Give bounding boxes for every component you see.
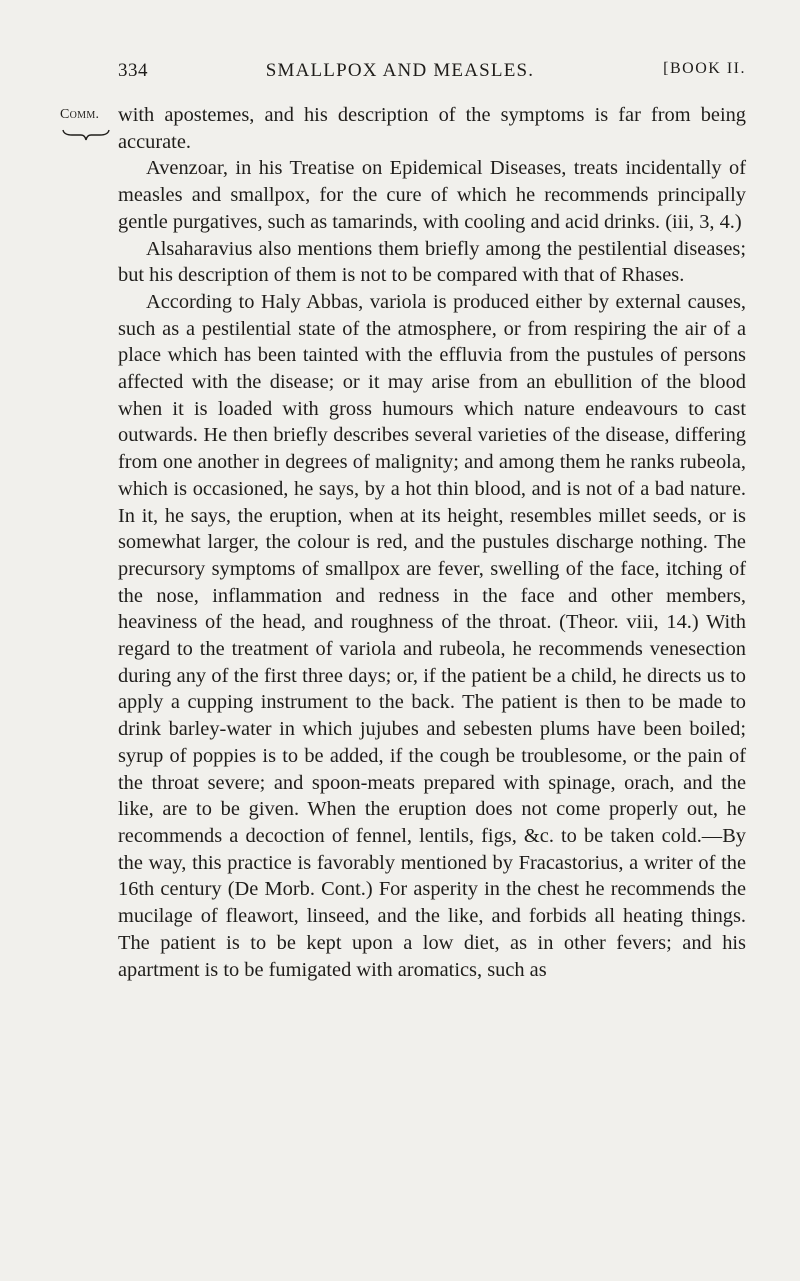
paragraph-continuation: with apostemes, and his description of the symptoms is far from being accurate. [118,104,746,153]
book-reference: [BOOK II. [663,60,746,77]
margin-note: Comm. [60,107,100,122]
paragraph-haly-abbas: According to Haly Abbas, variola is produced either by external causes, such as a pestilential state of the atmosphere, or from respiring the air of a place which has been tainted with the effluvia from the pustules of persons affected with the disease; or it may arise from an ebullition of the blood when it is loaded with gross humours which nature endeavours to cast outwards. He then briefly describes several varieties of the disease, differing from one another in degrees of malignity; and among them he ranks rubeola, which is occasioned, he says, by a hot thin blood, and is not of a bad nature. In it, he says, the eruption, when at its height, resembles millet seeds, or is somewhat larger, the colour is red, and the pustules discharge nothing. The precursory symptoms of smallpox are fever, swelling of the face, itching of the nose, inflammation and redness in the face and other members, heaviness of the head, and roughness of the throat. (Theor. viii, 14.) With regard to the treatment of variola and rubeola, he recommends venesection during any of the first three days; or, if the patient be a child, he directs us to apply a cupping instrument to the back. The patient is then to be made to drink barley-water in which jujubes and sebesten plums have been boiled; syrup of poppies is to be added, if the cough be troublesome, or the pain of the throat severe; and spoon-meats prepared with spinage, orach, and the like, are to be given. When the eruption does not come properly out, he recommends a decoction of fennel, lentils, figs, &c. to be taken cold.—By the way, this practice is favorably mentioned by Fracastorius, a writer of the 16th century (De Morb. Cont.) For asperity in the chest he recommends the mucilage of fleawort, linseed, and the like, and forbids all heating things. The patient is to be kept upon a low diet, as in other fevers; and his apartment is to be fumigated with aromatics, such as [118,290,746,981]
paragraph-avenzoar: Avenzoar, in his Treatise on Epidemical Diseases, treats incidentally of measles and smallpox, for the cure of which he recommends principally gentle purgatives, such as tamarinds, with cooling and acid drinks. (iii, 3, 4.) [118,157,746,233]
paragraph-alsaharavius: Alsaharavius also mentions them briefly among the pestilential diseases; but his description of them is not to be compared with that of Rhases. [118,237,746,287]
page-number: 334 [118,60,148,81]
margin-brace-icon [62,128,110,142]
text-body [118,102,746,983]
running-title: SMALLPOX AND MEASLES. [265,60,535,81]
